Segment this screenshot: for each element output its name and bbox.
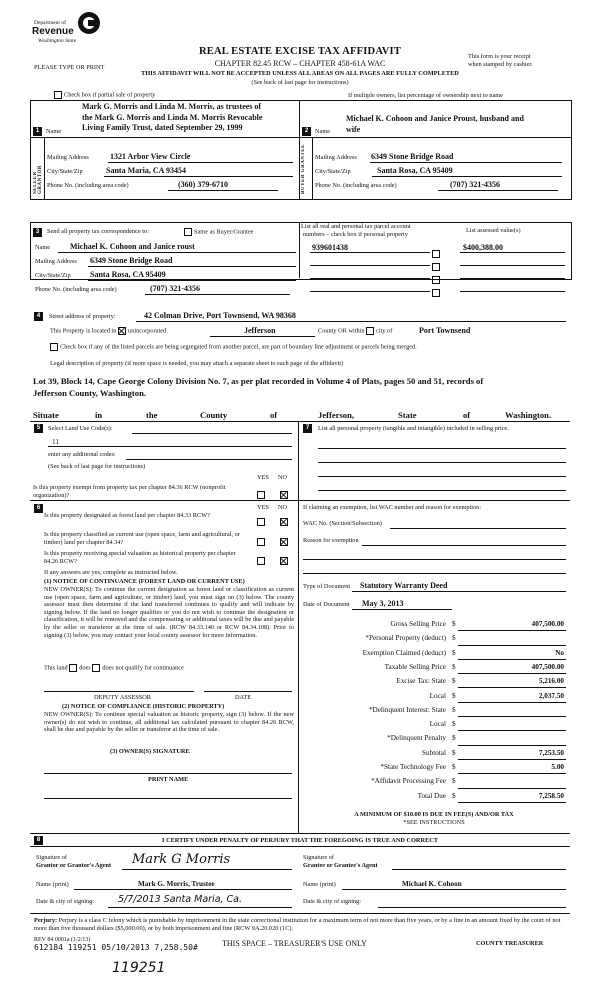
situate-word-2: in	[95, 410, 103, 420]
parcel-pp-checkbox-4[interactable]	[432, 284, 442, 302]
unincorporated-checkbox[interactable]	[118, 327, 126, 335]
situate-word-1: Situate	[33, 410, 59, 420]
situate-word-4: County	[200, 410, 228, 420]
corr-city-label: City/State/Zip	[35, 272, 71, 279]
tax-row-value[interactable]: 7,253.50	[538, 748, 564, 757]
partial-sale-label: Check box if partial sale of property	[64, 91, 156, 99]
tax-row-label: Subtotal	[422, 748, 446, 757]
tax-row-dollar: $	[452, 648, 456, 657]
see-back-note: (See back of last page for instructions)	[251, 79, 349, 86]
tax-row-label: Excise Tax: State	[396, 677, 446, 686]
situate-word-5: of	[270, 410, 278, 420]
receipt-note-1: This form is your receipt	[468, 53, 531, 60]
historic-yes-checkbox[interactable]	[257, 552, 267, 570]
seller-name-line-1: Mark G. Morris and Linda M. Morris, as trustees of	[82, 102, 262, 111]
historic-question: Is this property receiving special valuation as historical property per chapter 84.26 RCW?	[44, 550, 236, 565]
tax-row	[300, 732, 568, 746]
logo-swirl-icon	[78, 12, 100, 34]
situate-word-9: Washington.	[505, 410, 552, 420]
does-label: does	[79, 664, 91, 672]
seller-side-label: SELLER GRANTOR	[33, 165, 43, 194]
tax-row-label: Local	[429, 691, 446, 700]
tax-row	[300, 718, 568, 732]
located-label: This Property is located in	[50, 327, 117, 335]
assessor-date-label: DATE	[235, 694, 252, 701]
deputy-assessor-label: DEPUTY ASSESSOR	[94, 694, 151, 701]
tax-row-value[interactable]: No	[555, 648, 564, 657]
seller-city-label: City/State/Zip	[47, 168, 83, 175]
section-6-number: 6	[34, 504, 43, 513]
section-8-number: 8	[34, 836, 43, 845]
legal-description-label: Legal description of property (if more space is needed, you may attach a separate sheet to each page of the affidavit)	[50, 360, 344, 367]
city-of-label: city of	[376, 327, 393, 335]
tax-row-dollar: $	[452, 720, 456, 729]
seller-name-line-2: the Mark G. Morris and Linda M. Morris Revocable	[82, 112, 263, 122]
additional-codes-label: enter any additional codes:	[48, 451, 116, 458]
print-name-label: PRINT NAME	[148, 776, 189, 783]
tax-row-value[interactable]: 407,500.00	[531, 662, 564, 671]
grantor-date-city[interactable]: 5/7/2013 Santa Maria, Ca.	[118, 894, 243, 905]
forest-yes-checkbox[interactable]	[257, 513, 267, 531]
historic-no-checkbox[interactable]	[280, 552, 290, 570]
land-use-no: NO	[278, 474, 288, 481]
grantee-date-label: Date & city of signing:	[303, 898, 362, 905]
seller-mailing[interactable]: 1321 Arbor View Circle	[110, 152, 191, 161]
logo-state: Washington State	[38, 38, 77, 44]
tax-row-label: Local	[429, 720, 446, 729]
tax-row-dollar: $	[452, 734, 456, 743]
partial-sale-row	[54, 91, 155, 99]
receipt-note-2: when stamped by cashier.	[468, 61, 533, 68]
dor-logo	[14, 12, 104, 46]
notice-continuance-text: NEW OWNER(S): To continue the current designation as forest land or classification as current use (open space, farm and agriculture, or timber) land, you must sign on (3) below. The county assessor must then determine if the land transferred continues to qualify and will indicate by signing below. If the land no longer qualifies or you do not wish to continue the designation or classification, it will be removed and the compensating or additional taxes will be due and payable by the seller or transferor at the time of sale. (RCW 84.33.140 or RCW 84.34.108). Prior to signing (3) below, you may contact your local county assessor for more information.	[44, 586, 294, 639]
reason-label: Reason for exemption	[303, 537, 359, 544]
forest-question: Is this property designated as forest land per chapter 84.33 RCW?	[44, 512, 210, 519]
land-use-yes: YES	[257, 474, 269, 481]
owner-signature-label: (3) OWNER(S) SIGNATURE	[110, 748, 190, 755]
located-row	[50, 327, 166, 335]
tax-row	[300, 775, 568, 789]
tax-row-dollar: $	[452, 662, 456, 671]
buyer-phone-label: Phone No. (including area code)	[315, 182, 397, 189]
exempt-no-checkbox[interactable]	[280, 486, 290, 504]
tax-row-label: Total Due	[417, 791, 446, 800]
buyer-city-label: City/State/Zip	[315, 168, 351, 175]
tax-row-label: Taxable Selling Price	[384, 662, 446, 671]
tax-row	[300, 704, 568, 718]
does-checkbox[interactable]	[69, 664, 77, 672]
exemption-label: If claiming an exemption, list WAC number and reason for exemption:	[303, 504, 482, 511]
does-not-checkbox[interactable]	[92, 664, 100, 672]
section-3-number: 3	[33, 228, 42, 237]
county-treasurer-label: COUNTY TREASURER	[476, 940, 544, 947]
form-warning: THIS AFFIDAVIT WILL NOT BE ACCEPTED UNLESS ALL AREAS ON ALL PAGES ARE FULLY COMPLETED	[141, 70, 459, 77]
county-or-within	[318, 327, 392, 335]
tax-row	[300, 761, 568, 775]
forest-no-checkbox[interactable]	[280, 513, 290, 531]
document-date-label: Date of Document	[303, 601, 350, 608]
same-as-buyer-checkbox[interactable]	[184, 228, 192, 236]
tax-row	[300, 690, 568, 704]
same-as-buyer	[184, 228, 253, 236]
grantor-signature[interactable]: Mark G Morris	[132, 852, 231, 867]
parcel-number[interactable]: 939601438	[312, 243, 348, 252]
tax-row-value[interactable]: 7,258.50	[538, 791, 564, 800]
tax-row-label: *Delinquent Interest: State	[368, 705, 446, 714]
seller-name-line-3: Living Family Trust, dated September 29, 1999	[82, 123, 243, 132]
city-checkbox[interactable]	[366, 327, 374, 335]
tax-row-label: *State Technology Fee	[380, 763, 446, 771]
tax-row	[300, 647, 568, 661]
logo-dept-line: Department of	[34, 20, 66, 26]
legal-description-1[interactable]: Lot 39, Block 14, Cape George Colony Division No. 7, as per plat recorded in Volume 4 of Plats, pages 50 and 51, records of	[33, 376, 484, 386]
tax-row-dollar: $	[452, 777, 456, 786]
correspondence-label: Send all property tax correspondence to:	[47, 228, 149, 235]
assessed-header: List assessed value(s)	[466, 227, 521, 234]
grantee-name-label: Name (print)	[303, 881, 336, 888]
grantor-name-print[interactable]: Mark G. Morris, Trustee	[138, 880, 215, 888]
tax-row-dollar: $	[452, 634, 456, 643]
grantor-sig-label-1: Signature of	[36, 854, 67, 861]
parcel-header-2: numbers – check box if personal property	[303, 231, 408, 238]
document-type-label: Type of Document	[303, 583, 351, 590]
perjury-notice	[34, 917, 568, 932]
notice-continuance-title: (1) NOTICE OF CONTINUANCE (FOREST LAND OR CURRENT USE)	[44, 578, 245, 585]
legal-description-2[interactable]: Jefferson County, Washington.	[33, 388, 147, 398]
parcel-header-1: List all real and personal tax parcel account	[301, 223, 411, 230]
treasurer-space-label: THIS SPACE – TREASURER'S USE ONLY	[222, 939, 367, 948]
section-4-number: 4	[34, 312, 43, 321]
land-use-label: Select Land Use Code(s):	[48, 425, 113, 432]
unincorporated-label: unincorporated	[128, 327, 167, 335]
seller-city[interactable]: Santa Maria, CA 93454	[106, 166, 186, 175]
tax-row-label: *Delinquent Penalty	[387, 734, 446, 743]
buyer-name-label: Name	[315, 128, 331, 135]
seller-name[interactable]	[82, 102, 262, 134]
tax-row-dollar: $	[452, 677, 456, 686]
tax-row-label: Gross Selling Price	[390, 620, 446, 628]
tax-row-value[interactable]: 5,216.00	[538, 677, 564, 686]
perjury-text: Perjury is a class C felony which is punishable by imprisonment in the state correctional institution for a maximum term of not more than five years, or by a fine in an amount fixed by the court of not more than five thousand dollars ($5,000.00), or by both imprisonment and fine (RCW 9A.20.020 (1C).	[34, 917, 561, 932]
tax-row-value[interactable]: 5.00	[551, 763, 564, 771]
this-land-label: This land	[44, 664, 68, 672]
tax-row-dollar: $	[452, 705, 456, 714]
buyer-name-line-1: Michael K. Cohoon and Janice Proust, husband and	[346, 114, 524, 123]
current-use-yes-checkbox[interactable]	[257, 533, 267, 551]
form-title: REAL ESTATE EXCISE TAX AFFIDAVIT	[198, 46, 402, 57]
tax-row-dollar: $	[452, 691, 456, 700]
certify-title: I CERTIFY UNDER PENALTY OF PERJURY THAT THE FOREGOING IS TRUE AND CORRECT	[162, 837, 438, 844]
this-land-row	[44, 664, 184, 672]
corr-name-label: Name	[35, 244, 51, 251]
street-label: Street address of property:	[49, 313, 116, 320]
grantee-sig-label-1: Signature of	[303, 854, 334, 861]
current-use-question: Is this property classified as current use (open space, farm and agricultural, or timber) land per chapter 84.34?	[44, 531, 240, 546]
situate-word-7: State	[398, 410, 417, 420]
form-chapters: CHAPTER 82.45 RCW – CHAPTER 458-61A WAC	[214, 59, 386, 68]
grantor-name-label: Name (print)	[36, 881, 69, 888]
tax-row	[300, 632, 568, 646]
situate-word-8: of	[463, 410, 471, 420]
tax-row-dollar: $	[452, 763, 456, 771]
seller-phone[interactable]: (360) 379-6710	[178, 180, 228, 189]
situate-word-6: Jefferson,	[318, 410, 355, 420]
land-use-code[interactable]: 11	[52, 438, 59, 446]
handwritten-number: 119251	[112, 960, 166, 976]
please-type: PLEASE TYPE OR PRINT	[34, 64, 105, 71]
corr-phone[interactable]: (707) 321-4356	[150, 284, 200, 293]
corr-phone-label: Phone No. (including area code)	[35, 286, 117, 293]
corr-mailing-label: Mailing Address	[35, 258, 77, 265]
multiple-owners-note: If multiple owners, list percentage of ownership next to name	[348, 92, 503, 99]
document-type[interactable]: Statutory Warranty Deed	[360, 581, 448, 590]
buyer-name-line-2: wife	[346, 124, 361, 134]
tax-row-label: *Affidavit Processing Fee	[371, 777, 446, 786]
if-yes-note: If any answers are yes, complete as instructed below.	[44, 569, 178, 576]
partial-sale-checkbox[interactable]	[54, 91, 62, 99]
tax-row-value[interactable]: 2,037.50	[538, 691, 564, 700]
county-name[interactable]: Jefferson	[244, 326, 276, 335]
land-use-see-back: (See back of last page for instructions)	[48, 463, 146, 470]
corr-name[interactable]: Michael K. Cohoon and Janice roust	[70, 242, 195, 251]
section-7-number: 7	[303, 424, 312, 433]
perjury-label: Perjury:	[34, 917, 58, 924]
tax-row	[300, 661, 568, 675]
seller-phone-label: Phone No. (including area code)	[47, 182, 129, 189]
tax-row-dollar: $	[452, 748, 456, 757]
tax-row-value[interactable]: 407,500.00	[531, 620, 564, 628]
segregated-label: Check box if any of the listed parcels are being segregated from another parcel, are part of boundary line adjustment or parcels being merged.	[60, 343, 417, 351]
street-address[interactable]: 42 Colman Drive, Port Townsend, WA 98368	[144, 311, 296, 320]
grantee-name-print[interactable]: Michael K. Cohoon	[402, 880, 462, 888]
section-1-number: 1	[33, 127, 42, 136]
county-or-label: County OR within	[318, 327, 365, 335]
exempt-yes-checkbox[interactable]	[257, 486, 267, 504]
buyer-phone[interactable]: (707) 321-4356	[450, 180, 500, 189]
buyer-mailing[interactable]: 6349 Stone Bridge Road	[371, 152, 454, 161]
grantee-sig-label-2: Grantee or Grantee's Agent	[303, 862, 378, 869]
wac-label: WAC No. (Section/Subsection)	[303, 520, 382, 527]
buyer-side-label: BUYER GRANTEE	[301, 144, 306, 194]
does-not-label: does not qualify for continuance	[102, 664, 184, 672]
buyer-mailing-label: Mailing Address	[315, 154, 357, 161]
buyer-name[interactable]	[346, 114, 524, 135]
minimum-fee-note: A MINIMUM OF $10.00 IS DUE IN FEE(S) AND/OR TAX	[354, 811, 514, 818]
section-5-number: 5	[34, 424, 43, 433]
tax-row-dollar: $	[452, 791, 456, 800]
personal-property-label: List all personal property (tangible and intangible) included in selling price.	[318, 425, 509, 432]
corr-mailing[interactable]: 6349 Stone Bridge Road	[90, 256, 173, 265]
same-as-buyer-label: Same as Buyer/Grantee	[194, 228, 254, 236]
rev-number: REV 84 0001a (1/2/13)	[34, 937, 91, 943]
segregated-row	[50, 343, 570, 351]
segregated-checkbox[interactable]	[50, 343, 58, 351]
tax-row-label: Exemption Claimed (deduct)	[362, 648, 446, 657]
tax-row	[300, 747, 568, 761]
city-name[interactable]: Port Townsend	[419, 326, 471, 335]
logo-revenue: Revenue	[32, 26, 74, 37]
grantor-sig-label-2: Grantor or Grantor's Agent	[36, 862, 112, 869]
assessed-value[interactable]: $400,388.00	[463, 243, 503, 252]
section-2-number: 2	[302, 127, 311, 136]
section6-no: NO	[278, 504, 288, 511]
document-date[interactable]: May 3, 2013	[362, 599, 404, 608]
tax-row	[300, 675, 568, 689]
seller-mailing-label: Mailing Address	[47, 154, 89, 161]
section6-yes: YES	[257, 504, 269, 511]
grantor-date-label: Date & city of signing:	[36, 898, 95, 905]
situate-word-3: the	[146, 410, 158, 420]
tax-row-label: *Personal Property (deduct)	[365, 634, 446, 643]
treasurer-stamp: 612184 119251 05/10/2013 7,258.50#	[34, 943, 198, 952]
tax-row-dollar: $	[452, 620, 456, 628]
seller-name-label: Name	[46, 128, 62, 135]
see-instructions-note: *SEE INSTRUCTIONS	[403, 819, 465, 826]
exempt-question: Is this property exempt from property tax per chapter 84.36 RCW (nonprofit organization)?	[33, 484, 226, 499]
tax-row	[300, 790, 568, 804]
notice-compliance-text: NEW OWNER(S): To continue special valuation as historic property, sign (3) below. If the new owner(s) do not wish to continue, all additional tax calculated pursuant to chapter 84.26 RCW, shall be due and payable by the seller or transferor at the time of sale.	[44, 711, 294, 734]
corr-city[interactable]: Santa Rosa, CA 95409	[90, 270, 166, 279]
notice-compliance-title: (2) NOTICE OF COMPLIANCE (HISTORIC PROPERTY)	[62, 703, 225, 710]
buyer-city[interactable]: Santa Rosa, CA 95409	[377, 166, 453, 175]
tax-row	[300, 618, 568, 632]
current-use-no-checkbox[interactable]	[280, 533, 290, 551]
